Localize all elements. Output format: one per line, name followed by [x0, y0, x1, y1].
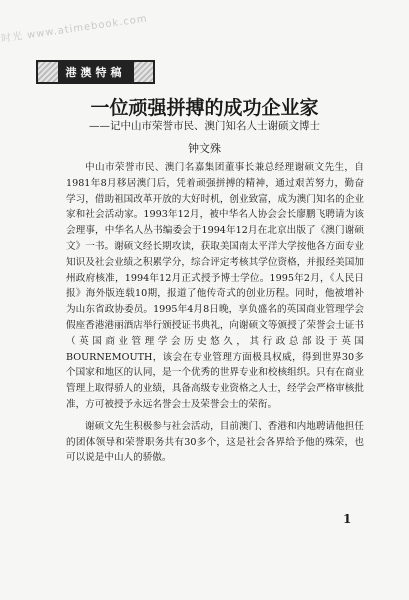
- article-body: [66, 160, 364, 470]
- paragraph: 谢硕文先生积极参与社会活动，目前澳门、香港和内地聘请他担任的团体领导和荣誉职务共有30多个，这是社会各界给予他的殊荣，也可以说是中山人的骄傲。: [66, 420, 364, 464]
- article-title: 一位顽强拼搏的成功企业家: [90, 97, 319, 119]
- page-number: 1: [343, 512, 352, 526]
- paragraph: 中山市荣誉市民、澳门名嘉集团董事长兼总经理谢硕文先生，自1981年8月移居澳门后，凭着顽强拼搏的精神，通过艰苦努力，勤奋学习，借助祖国改革开放的大好时机，创业致富，成为澳门知名的企业家和社会活动家。1993年12月，被中华名人协会会长廖鹏飞聘请为该会理事，中华名人丛书编委会于1994年12月在北京出版了《澳门谢硕文》一书。谢硕文经长期攻读，获取美国南太平洋大学按他各方面专业知识及社会业绩之积累学分，综合评定考核其学位资格，并报经美国加州政府核准，1994年12月正式授予博士学位。1995年2月，《人民日报》海外版连载10期，报道了他传奇式的创业历程。同时，他被增补为山东省政协委员。1995年4月8日晚，享负盛名的英国商业管理学会假座香港港丽酒店举行颁授证书典礼，向谢硕文等颁授了荣誉会士证书（英国商业管理学会历史悠久，其行政总部设于英国BOURNEMOUTH，该会在专业管理方面极具权威，得到世界30多个国家和地区的认同，是一个优秀的世界专业和校核组织。只有在商业管理上取得骄人的业绩，具备高级专业资格之人士，经学会严格审核批准，方可被授予永远名誉会士及荣誉会士的荣衔。: [66, 162, 364, 410]
- watermark: 时光 www.atimebook.com: [0, 13, 149, 45]
- article-subtitle: ——记中山市荣誉市民、澳门知名人士谢硕文博士: [89, 120, 320, 132]
- article-author: 钟文殊: [188, 142, 221, 155]
- section-tag: [36, 60, 155, 84]
- section-tag-label: 港澳特稿: [58, 62, 134, 82]
